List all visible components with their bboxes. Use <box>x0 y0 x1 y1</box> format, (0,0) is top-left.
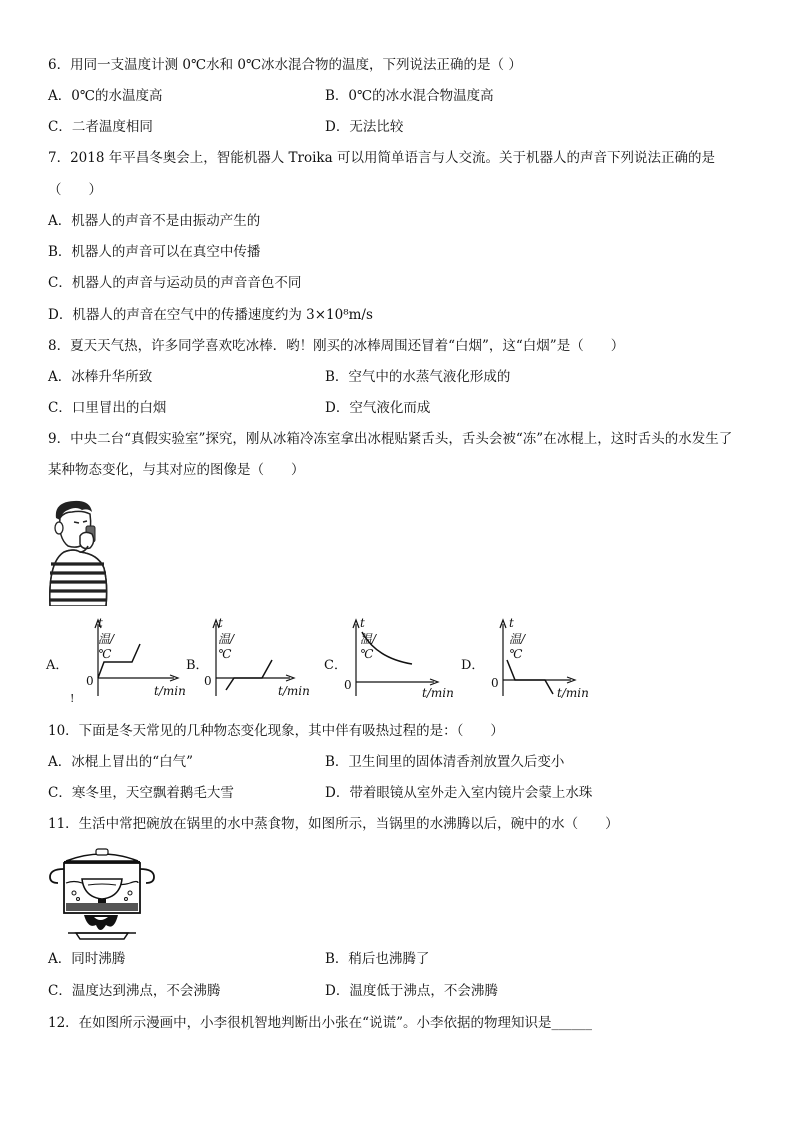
q7-option-a: A．机器人的声音不是由振动产生的 <box>48 213 261 229</box>
q7-option-d: D．机器人的声音在空气中的传播速度约为 3×10⁸m/s <box>48 307 373 323</box>
graph-c-ylabel: t温/℃ <box>360 616 377 661</box>
q11-option-b: B．稍后也沸腾了 <box>325 951 430 967</box>
q6-option-d: D．无法比较 <box>325 119 404 135</box>
graph-b-origin: 0 <box>204 674 212 688</box>
q6-option-a: A．0℃的水温度高 <box>48 88 163 104</box>
graph-d-ylabel: t温/℃ <box>509 616 526 661</box>
q7-stem-cont: （ ） <box>48 182 102 198</box>
graph-a-ylabel: t温/℃ <box>98 616 115 661</box>
q8-stem: 8．夏天天气热，许多同学喜欢吃冰棒．哟！刚买的冰棒周围还冒着“白烟”，这“白烟”是（ ） <box>48 338 625 354</box>
boy-ice-pop-illustration <box>46 498 114 606</box>
graph-d-label: D． <box>461 658 485 673</box>
q7-stem: 7．2018 年平昌冬奥会上，智能机器人 Troika 可以用简单语言与人交流。关于机器人的声音下列说法正确的是 <box>48 150 715 166</box>
steamer-pot-illustration <box>44 843 160 945</box>
q9-stem-cont: 某种物态变化，与其对应的图像是（ ） <box>48 462 305 478</box>
q11-option-c: C．温度达到沸点，不会沸腾 <box>48 983 221 999</box>
q10-option-c: C．寒冬里，天空飘着鹅毛大雪 <box>48 785 234 801</box>
stray-mark: ! <box>70 692 75 705</box>
q10-option-b: B．卫生间里的固体清香剂放置久后变小 <box>325 754 565 770</box>
graph-c-label: C． <box>324 658 347 673</box>
graph-a-xlabel: t/min <box>154 684 186 698</box>
graph-d-xlabel: t/min <box>557 686 589 700</box>
q11-option-d: D．温度低于沸点，不会沸腾 <box>325 983 498 999</box>
q8-option-b: B．空气中的水蒸气液化形成的 <box>325 369 511 385</box>
q8-option-d: D．空气液化而成 <box>325 400 431 416</box>
graph-c-xlabel: t/min <box>422 686 454 700</box>
q10-option-d: D．带着眼镜从室外走入室内镜片会蒙上水珠 <box>325 785 593 801</box>
graph-b-label: B． <box>186 658 209 673</box>
q6-option-b: B．0℃的冰水混合物温度高 <box>325 88 494 104</box>
q6-option-c: C．二者温度相同 <box>48 119 153 135</box>
q9-stem: 9．中央二台“真假实验室”探究，刚从冰箱冷冻室拿出冰棍贴紧舌头，舌头会被“冻”在冰棍上，这时舌头的水发生了 <box>48 431 733 447</box>
q7-option-b: B．机器人的声音可以在真空中传播 <box>48 244 261 260</box>
graph-a-label: A． <box>46 658 69 673</box>
graph-a-origin: 0 <box>86 674 94 688</box>
q11-stem: 11．生活中常把碗放在锅里的水中蒸食物，如图所示，当锅里的水沸腾以后，碗中的水（ ） <box>48 816 619 832</box>
q8-option-c: C．口里冒出的白烟 <box>48 400 167 416</box>
q6-stem: 6．用同一支温度计测 0℃水和 0℃冰水混合物的温度，下列说法正确的是（ ） <box>48 57 522 73</box>
q12-stem: 12．在如图所示漫画中，小李很机智地判断出小张在“说谎”。小李依据的物理知识是______ <box>48 1015 592 1031</box>
graph-b-xlabel: t/min <box>278 684 310 698</box>
q8-option-a: A．冰棒升华所致 <box>48 369 153 385</box>
graph-c-origin: 0 <box>344 678 352 692</box>
graph-d-origin: 0 <box>491 676 499 690</box>
graph-b-ylabel: t温/℃ <box>218 616 235 661</box>
q10-option-a: A．冰棍上冒出的“白气” <box>48 754 194 770</box>
q10-stem: 10．下面是冬天常见的几种物态变化现象，其中伴有吸热过程的是：（ ） <box>48 723 504 739</box>
q7-option-c: C．机器人的声音与运动员的声音音色不同 <box>48 275 302 291</box>
q11-option-a: A．同时沸腾 <box>48 951 126 967</box>
